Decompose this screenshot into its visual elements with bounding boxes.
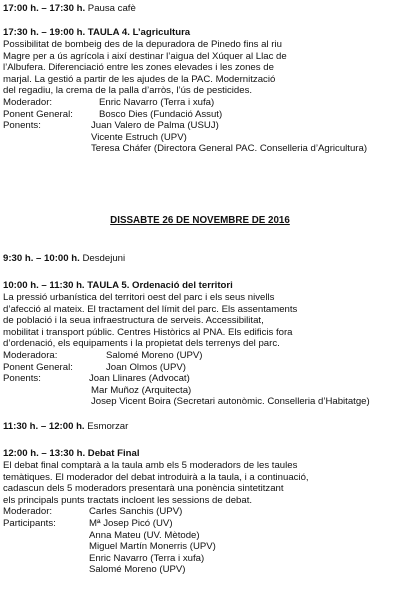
moderator-row (3, 97, 214, 109)
session-description-line: l’Albufera. Diferenciació entre les zones elevades i les zones de (3, 62, 274, 74)
role-label: Ponents: (3, 120, 41, 132)
session-description-line: de població i la seua infraestructura de serveis. Accessibilitat, (3, 315, 264, 327)
role-label: Moderador: (3, 506, 53, 518)
person-name: Josep Vicent Boira (Secretari autonòmic. Conselleria d’Habitatge) (91, 396, 370, 408)
session-description-line: els principals punts tractats incloent les sessions de debat. (3, 494, 253, 506)
general-speaker-row (3, 109, 222, 121)
moderator-row (3, 350, 203, 362)
session-text: Pausa cafè (87, 3, 136, 14)
session-header (3, 280, 233, 292)
person-name: Joan Olmos (UPV) (106, 361, 186, 373)
session-text: Desdejuni (82, 253, 126, 264)
moderator-row (3, 506, 182, 518)
person-name: Anna Mateu (UV. Mètode) (89, 529, 200, 541)
session-description-line: El debat final comptarà a la taula amb els 5 moderadors de les taules (3, 460, 298, 471)
session-header (3, 27, 190, 39)
person-name: Bosco Dies (Fundació Assut) (99, 108, 223, 120)
person-name: Mar Muñoz (Arquitecta) (91, 384, 192, 396)
person-name: Mª Josep Picó (UV) (89, 518, 173, 529)
session-coffee-break (3, 3, 136, 15)
role-label: Ponent General: (3, 361, 73, 373)
person-name: Enric Navarro (Terra i xufa) (89, 552, 205, 564)
day-heading: DISSABTE 26 DE NOVEMBRE DE 2016 (110, 215, 290, 226)
speakers-row (3, 120, 219, 132)
session-description-line: temàtiques. El moderador del debat introduirà a la taula, i a continuació, (3, 471, 309, 483)
session-snack (3, 421, 128, 433)
speakers-row (3, 373, 190, 385)
session-description-line: mobilitat i transport públic. Centres Històrics al PNA. Els edificis fora (3, 326, 293, 338)
session-time: 10:00 h. – 11:30 h. (3, 280, 85, 291)
session-time: 17:00 h. – 17:30 h. (3, 3, 86, 14)
role-label: Ponent General: (3, 108, 73, 120)
person-name: Teresa Cháfer (Directora General PAC. Conselleria d’Agricultura) (91, 143, 368, 155)
session-description-line: Magre per a ús agrícola i així destinar l’aigua del Xúquer al Llac de (3, 50, 287, 62)
role-label: Ponents: (3, 373, 41, 385)
session-time: 17:30 h. – 19:00 h. (3, 27, 86, 38)
person-name: Salomé Moreno (UPV) (106, 350, 203, 361)
person-name: Carles Sanchis (UPV) (89, 506, 183, 518)
session-text: Esmorzar (87, 421, 129, 432)
session-time: 11:30 h. – 12:00 h. (3, 421, 85, 432)
general-speaker-row (3, 362, 186, 374)
session-description-line: Possibilitat de bombeig des de la depuradora de Pinedo fins al riu (3, 39, 282, 50)
session-description-line: del regadiu, la crema de la palla d’arròs, l’ús de pesticides. (3, 85, 253, 97)
session-time: 9:30 h. – 10:00 h. (3, 253, 80, 264)
session-description-line: marjal. La gestió a partir de les ajudes de la PAC. Modernització (3, 73, 276, 85)
session-description-line: cadascun dels 5 moderadors presentarà una ponència sintetitzant (3, 483, 284, 495)
person-name: Enric Navarro (Terra i xufa) (99, 97, 215, 108)
session-description-line: La pressió urbanística del territori oest del parc i els seus nivells (3, 292, 275, 303)
session-description-line: d’ordenació, els equipaments i la propietat dels terrenys del parc. (3, 338, 280, 350)
session-description-line: d’afecció al mateix. El tractament del límit del parc. Els assentaments (3, 303, 298, 315)
person-name: Joan Llinares (Advocat) (89, 373, 190, 385)
session-title: TAULA 4. L’agricultura (87, 27, 191, 38)
session-breakfast (3, 253, 125, 265)
person-name: Juan Valero de Palma (USUJ) (91, 120, 219, 132)
person-name: Salomé Moreno (UPV) (89, 564, 186, 576)
session-header (3, 448, 140, 460)
session-title: TAULA 5. Ordenació del territori (87, 280, 233, 291)
role-label: Moderador: (3, 97, 53, 108)
role-label: Participants: (3, 518, 56, 529)
person-name: Miguel Martín Monerris (UPV) (89, 541, 216, 553)
person-name: Vicente Estruch (UPV) (91, 131, 187, 143)
session-time: 12:00 h. – 13:30 h. (3, 448, 86, 459)
participants-row (3, 518, 173, 530)
session-title: Debat Final (87, 448, 140, 459)
role-label: Moderadora: (3, 350, 58, 361)
